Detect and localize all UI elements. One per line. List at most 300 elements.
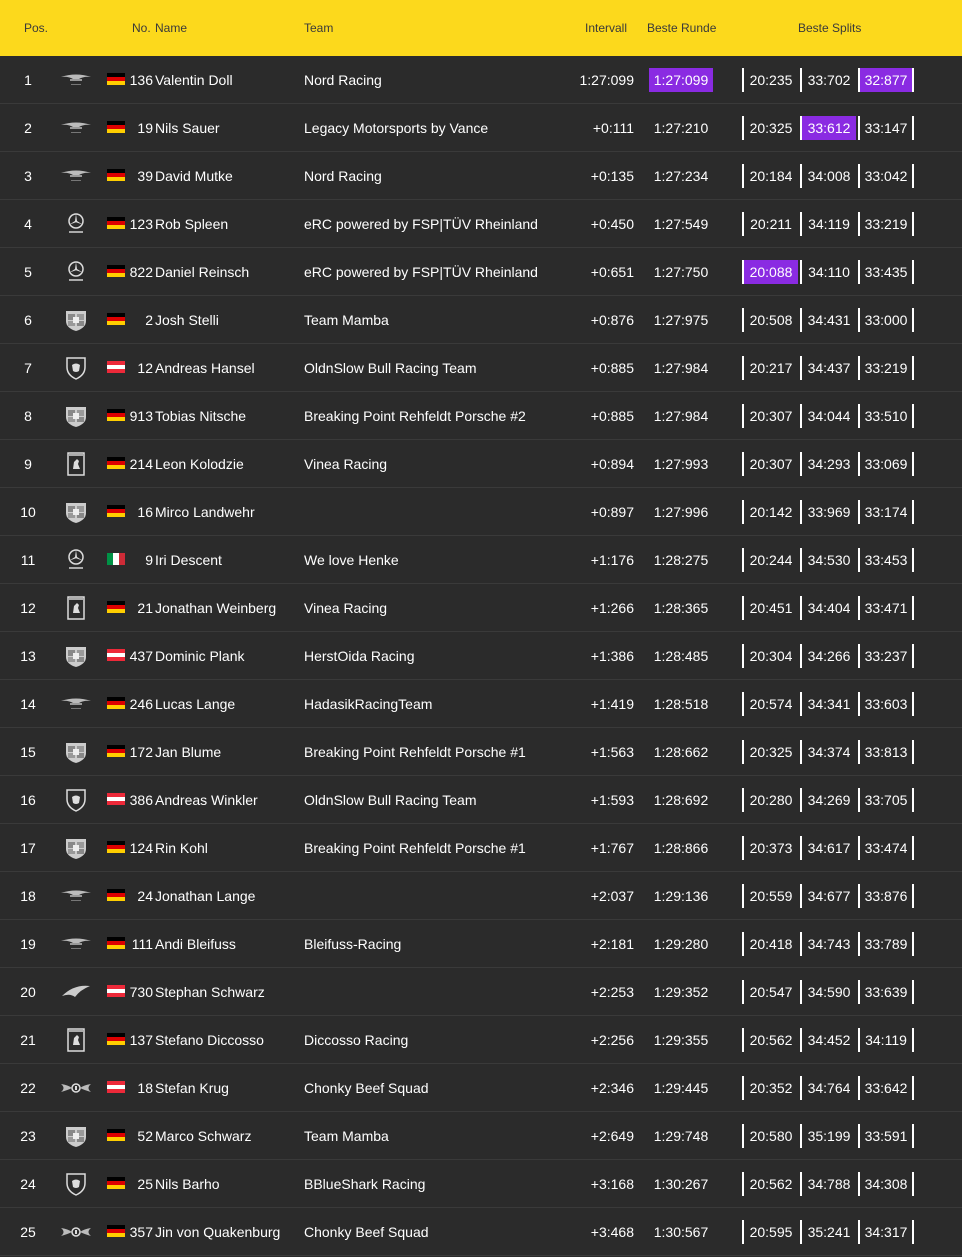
split-2: 34:119: [808, 216, 850, 232]
table-row[interactable]: [0, 584, 962, 632]
team-name: Team Mamba: [304, 1128, 389, 1144]
team-name: Vinea Racing: [304, 600, 388, 616]
split-3: 34:317: [864, 1224, 908, 1240]
table-row[interactable]: [0, 968, 962, 1016]
mclaren-icon: [60, 980, 92, 1004]
best-lap: 1:27:210: [653, 120, 709, 136]
table-row[interactable]: [0, 488, 962, 536]
interval: +3:468: [590, 1224, 634, 1240]
position: 1: [24, 72, 32, 88]
driver-name: Stefan Krug: [155, 1080, 229, 1096]
table-row[interactable]: [0, 536, 962, 584]
driver-name: Mirco Landwehr: [155, 504, 255, 520]
split-divider: [912, 1220, 914, 1244]
team-name: BBlueShark Racing: [304, 1176, 426, 1192]
split-3: 33:876: [864, 888, 908, 904]
split-1: 20:211: [750, 216, 792, 232]
position: 16: [20, 792, 36, 808]
team-name: Breaking Point Rehfeldt Porsche #1: [304, 744, 526, 760]
flag-de-icon: [107, 265, 125, 277]
driver-name: Andi Bleifuss: [155, 936, 236, 952]
bentley-icon: [60, 1220, 92, 1244]
position: 6: [24, 312, 32, 328]
team-name: Bleifuss-Racing: [304, 936, 402, 952]
split-1: 20:304: [749, 648, 793, 664]
header-best-lap: Beste Runde: [647, 21, 717, 35]
flag-at-icon: [107, 361, 125, 373]
lamborghini-icon: [60, 1172, 92, 1196]
interval: +0:885: [590, 408, 634, 424]
table-row[interactable]: [0, 1016, 962, 1064]
table-row[interactable]: [0, 728, 962, 776]
split-3: 33:219: [864, 360, 908, 376]
split-1: 20:562: [749, 1032, 793, 1048]
best-lap: 1:27:234: [653, 168, 709, 184]
table-row[interactable]: [0, 1208, 962, 1256]
interval: +0:111: [592, 120, 634, 136]
team-name: Breaking Point Rehfeldt Porsche #2: [304, 408, 526, 424]
position: 21: [20, 1032, 36, 1048]
table-row[interactable]: [0, 824, 962, 872]
flag-it-icon: [107, 553, 125, 565]
driver-name: Stephan Schwarz: [155, 984, 265, 1000]
table-row[interactable]: [0, 1112, 962, 1160]
split-3: 33:147: [864, 120, 908, 136]
aston-martin-icon: [60, 932, 92, 956]
porsche-icon: [60, 644, 92, 668]
split-divider: [912, 692, 914, 716]
split-2: 34:044: [807, 408, 851, 424]
split-3: 33:435: [864, 264, 908, 280]
lamborghini-icon: [60, 356, 92, 380]
car-number: 123: [129, 216, 153, 232]
aston-martin-icon: [60, 884, 92, 908]
interval: +1:593: [590, 792, 634, 808]
position: 15: [20, 744, 36, 760]
table-row[interactable]: [0, 344, 962, 392]
team-name: Team Mamba: [304, 312, 389, 328]
flag-de-icon: [107, 1225, 125, 1237]
split-divider: [912, 404, 914, 428]
split-2: 34:437: [807, 360, 851, 376]
car-number: 386: [129, 792, 153, 808]
position: 24: [20, 1176, 36, 1192]
ferrari-icon: [60, 452, 92, 476]
team-name: HadasikRacingTeam: [304, 696, 433, 712]
position: 10: [20, 504, 36, 520]
split-1: 20:595: [749, 1224, 793, 1240]
interval: +1:266: [590, 600, 634, 616]
split-2: 34:452: [807, 1032, 851, 1048]
position: 20: [20, 984, 36, 1000]
driver-name: Josh Stelli: [155, 312, 219, 328]
interval: +2:037: [590, 888, 634, 904]
driver-name: Jonathan Lange: [155, 888, 256, 904]
team-name: Legacy Motorsports by Vance: [304, 120, 489, 136]
position: 2: [24, 120, 32, 136]
position: 22: [20, 1080, 36, 1096]
split-3: 33:789: [864, 936, 908, 952]
flag-de-icon: [107, 313, 125, 325]
split-2: 34:743: [807, 936, 851, 952]
interval: +0:651: [590, 264, 634, 280]
results-table: [0, 56, 962, 1256]
team-name: We love Henke: [304, 552, 399, 568]
position: 3: [24, 168, 32, 184]
split-1: 20:562: [749, 1176, 793, 1192]
driver-name: Jin von Quakenburg: [155, 1224, 281, 1240]
table-row[interactable]: [0, 104, 962, 152]
header-number: No.: [132, 21, 151, 35]
porsche-icon: [60, 836, 92, 860]
interval: +3:168: [590, 1176, 634, 1192]
split-divider: [912, 1076, 914, 1100]
driver-name: Lucas Lange: [155, 696, 236, 712]
car-number: 913: [129, 408, 153, 424]
flag-de-icon: [107, 697, 125, 709]
table-row[interactable]: [0, 1160, 962, 1208]
driver-name: Nils Barho: [155, 1176, 220, 1192]
porsche-icon: [60, 740, 92, 764]
split-2: 34:008: [807, 168, 851, 184]
bentley-icon: [60, 1076, 92, 1100]
flag-at-icon: [107, 649, 125, 661]
split-3: 34:308: [864, 1176, 908, 1192]
flag-de-icon: [107, 601, 125, 613]
position: 9: [24, 456, 32, 472]
split-divider: [912, 1124, 914, 1148]
flag-de-icon: [107, 889, 125, 901]
interval: +2:256: [590, 1032, 634, 1048]
split-divider: [912, 68, 914, 92]
car-number: 822: [129, 264, 153, 280]
header-pos: Pos.: [24, 21, 49, 35]
interval: +0:450: [590, 216, 634, 232]
split-1: 20:088: [744, 260, 798, 284]
split-3: 33:639: [864, 984, 908, 1000]
table-row[interactable]: [0, 296, 962, 344]
car-number: 357: [129, 1224, 153, 1240]
split-1: 20:325: [749, 120, 793, 136]
split-1: 20:142: [749, 504, 793, 520]
split-divider: [912, 980, 914, 1004]
driver-name: Valentin Doll: [155, 72, 233, 88]
best-lap: 1:29:445: [653, 1080, 709, 1096]
team-name: Nord Racing: [304, 168, 382, 184]
split-divider: [912, 1028, 914, 1052]
split-3: 33:510: [864, 408, 908, 424]
driver-name: Stefano Diccosso: [155, 1032, 264, 1048]
split-divider: [912, 548, 914, 572]
flag-de-icon: [107, 169, 125, 181]
car-number: 19: [137, 120, 153, 136]
interval: +2:181: [590, 936, 634, 952]
flag-de-icon: [107, 1177, 125, 1189]
position: 19: [20, 936, 36, 952]
interval: +0:894: [590, 456, 634, 472]
table-row[interactable]: [0, 776, 962, 824]
team-name: eRC powered by FSP|TÜV Rheinland: [304, 216, 538, 232]
split-3: 34:119: [865, 1032, 907, 1048]
best-lap: 1:29:136: [653, 888, 709, 904]
split-divider: [912, 164, 914, 188]
split-2: 33:969: [807, 504, 851, 520]
split-3: 33:705: [864, 792, 908, 808]
split-1: 20:418: [749, 936, 793, 952]
interval: +0:885: [590, 360, 634, 376]
car-number: 2: [145, 312, 153, 328]
interval: +2:253: [590, 984, 634, 1000]
header-best-splits: Beste Splits: [798, 21, 862, 35]
split-2: 34:431: [807, 312, 851, 328]
aston-martin-icon: [60, 116, 92, 140]
split-3: 33:474: [864, 840, 908, 856]
driver-name: Iri Descent: [155, 552, 222, 568]
aston-martin-icon: [60, 692, 92, 716]
best-lap: 1:28:485: [653, 648, 709, 664]
split-2: 34:404: [807, 600, 851, 616]
header-name: Name: [155, 21, 188, 35]
aston-martin-icon: [60, 68, 92, 92]
interval: +0:135: [590, 168, 634, 184]
table-row[interactable]: [0, 1064, 962, 1112]
flag-de-icon: [107, 505, 125, 517]
split-divider: [912, 260, 914, 284]
best-lap: 1:27:993: [653, 456, 709, 472]
flag-de-icon: [107, 745, 125, 757]
interval: +0:876: [590, 312, 634, 328]
split-1: 20:451: [749, 600, 793, 616]
best-lap: 1:28:518: [653, 696, 709, 712]
team-name: Chonky Beef Squad: [304, 1080, 429, 1096]
porsche-icon: [60, 404, 92, 428]
interval: +1:176: [590, 552, 634, 568]
position: 23: [20, 1128, 36, 1144]
driver-name: Dominic Plank: [155, 648, 245, 664]
split-2: 35:199: [807, 1128, 851, 1144]
team-name: OldnSlow Bull Racing Team: [304, 792, 477, 808]
split-2: 34:677: [807, 888, 851, 904]
split-2: 33:702: [807, 72, 851, 88]
split-1: 20:574: [749, 696, 793, 712]
flag-de-icon: [107, 73, 125, 85]
team-name: Breaking Point Rehfeldt Porsche #1: [304, 840, 526, 856]
split-3: 32:877: [860, 68, 912, 92]
car-number: 136: [129, 72, 153, 88]
table-header: [0, 0, 962, 56]
driver-name: Daniel Reinsch: [155, 264, 250, 280]
driver-name: Marco Schwarz: [155, 1128, 252, 1144]
position: 14: [20, 696, 36, 712]
flag-at-icon: [107, 1081, 125, 1093]
porsche-icon: [60, 1124, 92, 1148]
best-lap: 1:27:099: [649, 68, 713, 92]
car-number: 16: [137, 504, 153, 520]
split-3: 33:813: [864, 744, 908, 760]
split-3: 33:069: [864, 456, 908, 472]
split-1: 20:307: [749, 456, 793, 472]
mercedes-amg-icon: [60, 212, 92, 236]
split-2: 34:590: [807, 984, 851, 1000]
split-3: 33:000: [864, 312, 908, 328]
car-number: 21: [137, 600, 153, 616]
split-3: 33:219: [864, 216, 908, 232]
driver-name: Andreas Winkler: [155, 792, 258, 808]
split-2: 34:110: [808, 264, 850, 280]
flag-de-icon: [107, 937, 125, 949]
car-number: 25: [137, 1176, 153, 1192]
team-name: HerstOida Racing: [304, 648, 415, 664]
interval: 1:27:099: [579, 72, 634, 88]
split-2: 34:341: [807, 696, 851, 712]
split-2: 34:293: [807, 456, 851, 472]
split-divider: [912, 596, 914, 620]
split-divider: [912, 1172, 914, 1196]
team-name: Vinea Racing: [304, 456, 388, 472]
table-row[interactable]: [0, 392, 962, 440]
best-lap: 1:28:662: [653, 744, 709, 760]
driver-name: Jan Blume: [155, 744, 222, 760]
car-number: 730: [129, 984, 153, 1000]
split-2: 34:788: [807, 1176, 851, 1192]
table-row[interactable]: [0, 200, 962, 248]
flag-de-icon: [107, 841, 125, 853]
split-1: 20:547: [749, 984, 793, 1000]
split-divider: [912, 356, 914, 380]
porsche-icon: [60, 500, 92, 524]
car-number: 39: [137, 168, 153, 184]
driver-name: Rin Kohl: [155, 840, 208, 856]
flag-at-icon: [107, 793, 125, 805]
position: 25: [20, 1224, 36, 1240]
split-divider: [912, 932, 914, 956]
table-row[interactable]: [0, 872, 962, 920]
split-2: 34:764: [807, 1080, 851, 1096]
split-1: 20:280: [749, 792, 793, 808]
driver-name: Jonathan Weinberg: [155, 600, 277, 616]
best-lap: 1:30:567: [653, 1224, 709, 1240]
mercedes-amg-icon: [60, 548, 92, 572]
split-3: 33:591: [864, 1128, 908, 1144]
split-1: 20:235: [749, 72, 793, 88]
team-name: Chonky Beef Squad: [304, 1224, 429, 1240]
team-name: eRC powered by FSP|TÜV Rheinland: [304, 264, 538, 280]
best-lap: 1:27:984: [653, 408, 709, 424]
split-3: 33:603: [864, 696, 908, 712]
driver-name: Tobias Nitsche: [155, 408, 247, 424]
team-name: Nord Racing: [304, 72, 382, 88]
best-lap: 1:27:750: [653, 264, 709, 280]
split-1: 20:217: [749, 360, 793, 376]
split-divider: [912, 836, 914, 860]
best-lap: 1:27:996: [653, 504, 709, 520]
split-1: 20:244: [749, 552, 793, 568]
split-1: 20:580: [749, 1128, 793, 1144]
table-row[interactable]: [0, 248, 962, 296]
split-divider: [912, 884, 914, 908]
split-divider: [912, 116, 914, 140]
flag-de-icon: [107, 1129, 125, 1141]
split-2: 34:269: [807, 792, 851, 808]
driver-name: Leon Kolodzie: [155, 456, 244, 472]
table-row[interactable]: [0, 632, 962, 680]
driver-name: David Mutke: [155, 168, 233, 184]
mercedes-amg-icon: [60, 260, 92, 284]
aston-martin-icon: [60, 164, 92, 188]
position: 12: [20, 600, 36, 616]
best-lap: 1:27:984: [653, 360, 709, 376]
position: 4: [24, 216, 32, 232]
split-2: 34:266: [807, 648, 851, 664]
flag-de-icon: [107, 457, 125, 469]
best-lap: 1:29:748: [653, 1128, 709, 1144]
team-name: OldnSlow Bull Racing Team: [304, 360, 477, 376]
best-lap: 1:29:352: [653, 984, 709, 1000]
position: 11: [20, 552, 36, 568]
best-lap: 1:28:866: [653, 840, 709, 856]
interval: +2:346: [590, 1080, 634, 1096]
split-divider: [912, 500, 914, 524]
flag-de-icon: [107, 121, 125, 133]
car-number: 12: [137, 360, 153, 376]
driver-name: Andreas Hansel: [155, 360, 255, 376]
interval: +1:386: [590, 648, 634, 664]
split-1: 20:559: [749, 888, 793, 904]
lamborghini-icon: [60, 788, 92, 812]
split-1: 20:352: [749, 1080, 793, 1096]
best-lap: 1:28:365: [653, 600, 709, 616]
interval: +1:563: [590, 744, 634, 760]
split-2: 34:617: [807, 840, 851, 856]
best-lap: 1:28:692: [653, 792, 709, 808]
porsche-icon: [60, 308, 92, 332]
split-2: 35:241: [807, 1224, 851, 1240]
position: 5: [24, 264, 32, 280]
split-divider: [912, 788, 914, 812]
split-divider: [912, 212, 914, 236]
table-row[interactable]: [0, 440, 962, 488]
split-3: 33:174: [864, 504, 908, 520]
split-3: 33:237: [864, 648, 908, 664]
best-lap: 1:29:355: [653, 1032, 709, 1048]
car-number: 111: [131, 936, 153, 952]
interval: +0:897: [590, 504, 634, 520]
split-1: 20:307: [749, 408, 793, 424]
position: 13: [20, 648, 36, 664]
table-row[interactable]: [0, 680, 962, 728]
flag-de-icon: [107, 1033, 125, 1045]
car-number: 172: [129, 744, 153, 760]
car-number: 9: [145, 552, 153, 568]
flag-at-icon: [107, 985, 125, 997]
car-number: 124: [129, 840, 153, 856]
position: 17: [20, 840, 36, 856]
ferrari-icon: [60, 596, 92, 620]
car-number: 246: [129, 696, 153, 712]
split-1: 20:373: [749, 840, 793, 856]
table-row[interactable]: [0, 152, 962, 200]
split-divider: [912, 308, 914, 332]
table-row[interactable]: [0, 56, 962, 104]
best-lap: 1:27:549: [653, 216, 709, 232]
split-divider: [912, 452, 914, 476]
car-number: 214: [129, 456, 153, 472]
flag-de-icon: [107, 409, 125, 421]
split-2: 33:612: [802, 116, 856, 140]
position: 7: [24, 360, 32, 376]
table-row[interactable]: [0, 920, 962, 968]
car-number: 137: [129, 1032, 153, 1048]
